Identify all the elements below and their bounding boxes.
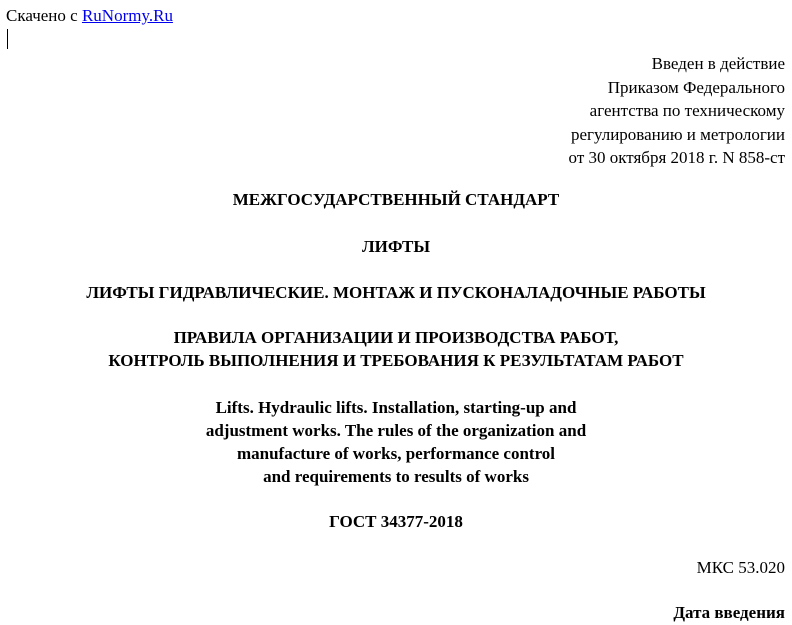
english-title-line: Lifts. Hydraulic lifts. Installation, starting-up and [215,398,577,417]
enactment-line: Введен в действие [651,54,785,73]
english-title [0,396,792,488]
english-title-line: and requirements to results of works [263,467,529,486]
standard-rules-title [0,326,792,372]
enactment-block [569,52,785,170]
intro-date-label: Дата введения [673,603,785,622]
standard-subtitle-text: ЛИФТЫ ГИДРАВЛИЧЕСКИЕ. МОНТАЖ И ПУСКОНАЛАДОЧНЫЕ РАБОТЫ [86,283,706,302]
standard-designation [0,510,792,533]
standard-designation-text: ГОСТ 34377-2018 [329,512,463,531]
standard-group [0,235,792,258]
enactment-line: от 30 октября 2018 г. N 858-ст [568,148,785,167]
source-prefix: Скачено с [6,6,78,25]
rules-title-line: КОНТРОЛЬ ВЫПОЛНЕНИЯ И ТРЕБОВАНИЯ К РЕЗУЛЬТАТАМ РАБОТ [108,351,684,370]
enactment-line: Приказом Федерального [607,77,785,97]
standard-category [0,188,792,211]
standard-group-text: ЛИФТЫ [361,237,431,256]
standard-subtitle [0,281,792,304]
source-line [6,6,173,26]
rules-title-line: ПРАВИЛА ОРГАНИЗАЦИИ И ПРОИЗВОДСТВА РАБОТ, [173,328,619,347]
source-link[interactable]: RuNormy.Ru [81,6,173,25]
english-title-line: manufacture of works, performance control [236,444,556,463]
english-title-line: adjustment works. The rules of the organization and [205,421,587,440]
text-cursor [7,29,8,49]
enactment-line: агентства по техническому [589,101,785,120]
enactment-line: регулированию и метрологии [570,124,785,144]
standard-category-text: МЕЖГОСУДАРСТВЕННЫЙ СТАНДАРТ [232,190,560,209]
mks-code: МКС 53.020 [696,558,785,577]
